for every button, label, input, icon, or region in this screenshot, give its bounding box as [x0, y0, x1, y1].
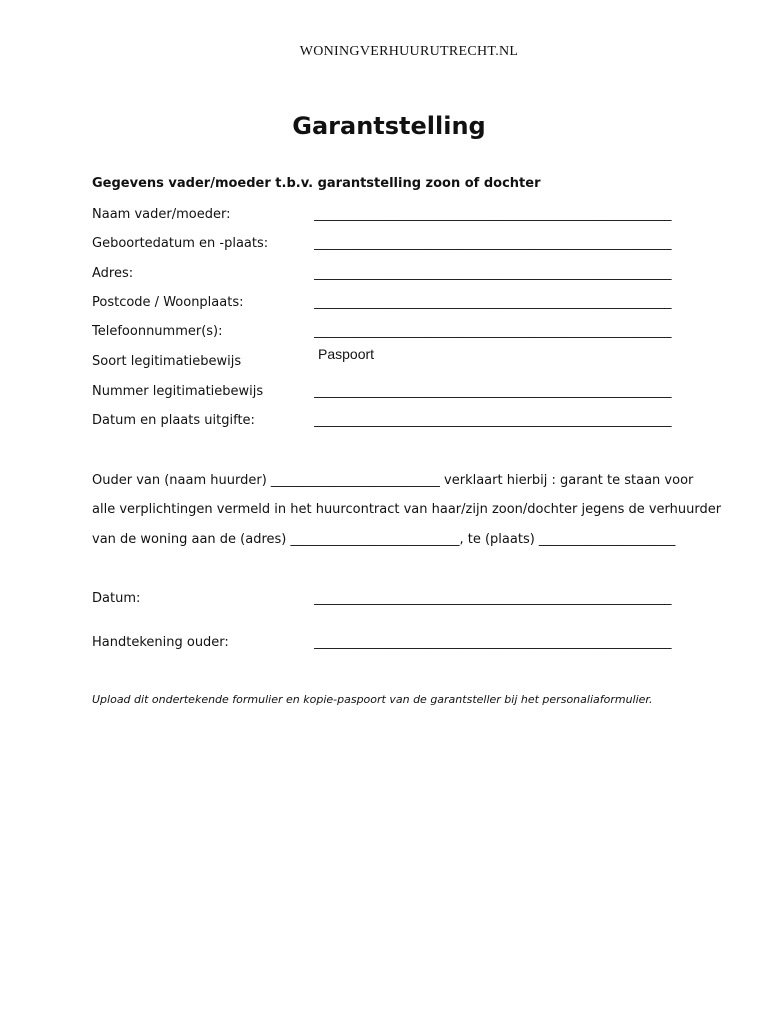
field-label: Datum en plaats uitgifte: — [92, 413, 255, 428]
field-row-telefoon — [92, 324, 722, 344]
statement-line-2: alle verplichtingen vermeld in het huurcontract van haar/zijn zoon/dochter jegens de verhuurder — [92, 502, 722, 517]
field-label: Naam vader/moeder: — [92, 207, 231, 222]
field-row-soort-legitimatie — [92, 346, 722, 374]
fill-in-line[interactable]: _______________________________________________________ — [314, 384, 672, 399]
field-row-datum-uitgifte — [92, 413, 722, 433]
footer-note: Upload dit ondertekende formulier en kopie-paspoort van de garantsteller bij het personaliaformulier. — [92, 693, 653, 706]
field-label: Postcode / Woonplaats: — [92, 295, 244, 310]
field-label: Soort legitimatiebewijs — [92, 354, 242, 369]
field-label: Nummer legitimatiebewijs — [92, 384, 264, 399]
field-label: Datum: — [92, 591, 141, 606]
field-label: Geboortedatum en -plaats: — [92, 236, 269, 251]
field-value-paspoort[interactable]: Paspoort — [318, 346, 375, 362]
fill-in-line[interactable]: _______________________________________________________ — [314, 591, 672, 606]
document-title: Garantstelling — [292, 112, 486, 140]
field-label: Adres: — [92, 266, 134, 281]
field-row-naam — [92, 207, 722, 227]
section-heading: Gegevens vader/moeder t.b.v. garantstelling zoon of dochter — [92, 176, 541, 191]
signature-line[interactable]: _______________________________________________________ — [314, 635, 672, 650]
field-row-geboortedatum — [92, 236, 722, 256]
fill-in-line[interactable]: _______________________________________________________ — [314, 207, 672, 222]
field-row-nummer-legitimatie — [92, 384, 722, 404]
field-label: Telefoonnummer(s): — [92, 324, 223, 339]
statement-line-3: van de woning aan de (adres) __________________________, te (plaats) _____________________ — [92, 532, 676, 547]
field-row-handtekening — [92, 635, 722, 655]
fill-in-line[interactable]: _______________________________________________________ — [314, 295, 672, 310]
field-row-datum — [92, 591, 722, 611]
site-header: WONINGVERHUURUTRECHT.NL — [299, 44, 519, 59]
fill-in-line[interactable]: _______________________________________________________ — [314, 324, 672, 339]
field-row-adres — [92, 266, 722, 286]
fill-in-line[interactable]: _______________________________________________________ — [314, 413, 672, 428]
fill-in-line[interactable]: _______________________________________________________ — [314, 266, 672, 281]
statement-line-1: Ouder van (naam huurder) __________________________ verklaart hierbij : garant te staan voor — [92, 473, 694, 488]
field-row-postcode — [92, 295, 722, 315]
fill-in-line[interactable]: _______________________________________________________ — [314, 236, 672, 251]
field-label: Handtekening ouder: — [92, 635, 229, 650]
